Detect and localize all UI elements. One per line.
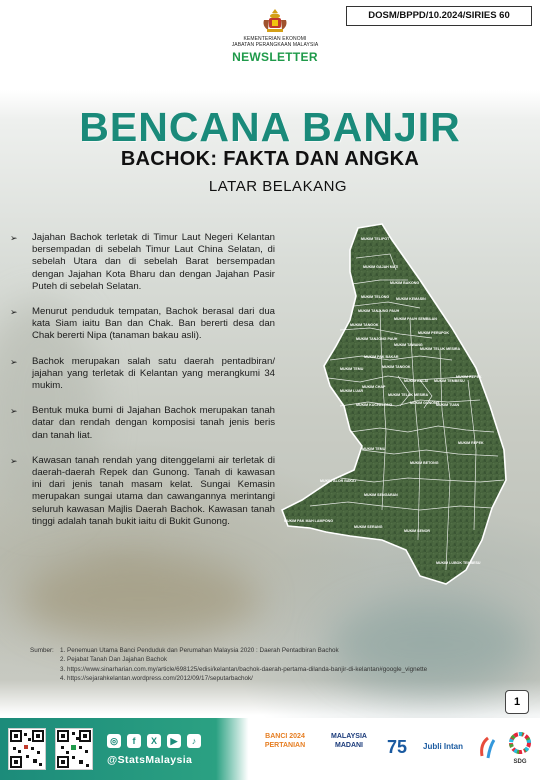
social-links: [107, 734, 201, 748]
map-label: MUKIM TUAN: [436, 403, 460, 407]
anniversary-75-logo: [382, 732, 412, 766]
reference-number: DOSM/BPPD/10.2024/SIRIES 60: [346, 6, 532, 26]
banci-pertanian-logo: [250, 732, 320, 766]
map-outline: [282, 224, 506, 584]
social-handle: @StatsMalaysia: [107, 754, 193, 766]
bachok-mukim-map: [270, 210, 535, 590]
arrow-icon: ➢: [10, 233, 18, 243]
sdg-wheel-icon: [509, 732, 531, 754]
source-row[interactable]: [30, 665, 510, 674]
map-label: MUKIM KUCHELONG: [356, 403, 393, 407]
department-name: JABATAN PERANGKAAN MALAYSIA: [231, 42, 319, 48]
map-label: MUKIM BETONG: [410, 461, 439, 465]
crest-icon: [260, 8, 290, 34]
facebook-icon[interactable]: f: [127, 734, 141, 748]
bullet-item: [10, 405, 275, 442]
map-label: MUKIM REPEK: [456, 375, 482, 379]
qr-code-icon[interactable]: [55, 728, 93, 770]
source-text: 2. Pejabat Tanah Dan Jajahan Bachok: [60, 656, 168, 664]
sources: [30, 646, 510, 684]
statistics-logo-icon: [478, 732, 498, 766]
map-label: MUKIM ALOR BAKAT: [320, 479, 357, 483]
map-label: MUKIM TANGOK: [350, 323, 379, 327]
section-title: LATAR BELAKANG: [208, 178, 348, 195]
youtube-icon[interactable]: ▶: [167, 734, 181, 748]
logo-text: SDG: [513, 759, 527, 765]
logo-text: 75: [386, 737, 408, 757]
map-svg: [270, 210, 535, 590]
map-label: MUKIM SERANG: [354, 525, 383, 529]
map-label: MUKIM TEMU: [340, 367, 364, 371]
map-label: MUKIM PAK BAKAR: [364, 355, 399, 359]
bullet-text: Jajahan Bachok terletak di Timur Laut Negeri Kelantan bersempadan di sebelah Timur Laut China Selatan, di sebelah Utara dan di sebelah Barat bersempadan dengan Jajahan Kota Bharu dan dengan Jajahan Pasir Puteh di sebelah Selatan.: [32, 232, 275, 292]
qr-code-icon[interactable]: [8, 728, 46, 770]
page-subtitle: BACHOK: FAKTA DAN ANGKA: [120, 148, 420, 170]
malaysia-madani-logo: [326, 732, 372, 766]
bullet-item: [10, 455, 275, 528]
jubli-intan-logo: [414, 732, 472, 766]
bullet-list: [10, 232, 275, 541]
logo-text: BANCI 2024 PERTANIAN: [264, 733, 306, 749]
page-title: BENCANA BANJIR: [79, 104, 461, 150]
instagram-icon[interactable]: ◎: [107, 734, 121, 748]
map-label: MUKIM SENGARAN: [364, 493, 398, 497]
map-label: MUKIM TANJUNG PAUH: [358, 309, 400, 313]
arrow-icon: ➢: [10, 406, 18, 417]
map-label: MUKIM SENOR: [404, 529, 430, 533]
source-text: 1. Penemuan Utama Banci Penduduk dan Perumahan Malaysia 2020 : Daerah Pentadbiran Bachok: [60, 647, 339, 654]
bullet-item: [10, 232, 275, 293]
bullet-text: Menurut penduduk tempatan, Bachok berasal dari dua kata Siam iaitu Ban dan Chak. Ban bererti desa dan Chak bererti Nipa (tanaman bakau asli).: [32, 306, 275, 342]
source-row: [30, 655, 510, 664]
map-label: MUKIM TANGOK: [382, 365, 411, 369]
map-label: MUKIM TELONG: [361, 295, 390, 299]
bullet-text: Bentuk muka bumi di Jajahan Bachok merupakan tanah datar dan rendah dengan komposisi tanah jenis beris dan tanah liat.: [32, 405, 275, 441]
map-label: MUKIM TELIPOT: [361, 237, 390, 241]
arrow-icon: ➢: [10, 307, 18, 318]
bullet-item: [10, 306, 275, 343]
page-number: 1: [505, 690, 529, 714]
tiktok-icon[interactable]: ♪: [187, 734, 201, 748]
source-row: [30, 646, 510, 655]
arrow-icon: ➢: [10, 455, 18, 466]
map-label: MUKIM CHAP: [362, 385, 386, 389]
source-row[interactable]: [30, 674, 510, 683]
source-link[interactable]: 3. https://www.sinarharian.com.my/article/698125/edisi/kelantan/bachok-daerah-pertama-dilanda-banjir-di-kelantan#google_vignette: [60, 665, 428, 673]
map-label: MUKIM TANJONG PAUH: [356, 337, 398, 341]
map-label: MUKIM TEMBESU: [434, 379, 465, 383]
footer: [0, 718, 540, 780]
ministry-name: KEMENTERIAN EKONOMI: [243, 36, 307, 42]
ministry-logo-block: [220, 8, 330, 64]
sources-lead: Sumber:: [30, 647, 54, 654]
map-label: MUKIM KEMASIN: [396, 297, 426, 301]
map-label: MUKIM PERUPOK: [418, 331, 449, 335]
map-label: MUKIM PAK MAH LAMPONG: [284, 519, 334, 523]
map-label: MUKIM TELUK MESIRA: [388, 393, 429, 397]
logo-text: Jubli Intan: [423, 742, 463, 751]
map-label: MUKIM BALAI: [404, 379, 429, 383]
map-label: MUKIM GAJAH MATI: [363, 265, 399, 269]
map-label: MUKIM LUBOK TEMBESU: [436, 561, 481, 565]
map-label: MUKIM REPEK: [458, 441, 484, 445]
logo-text: MALAYSIA MADANI: [331, 733, 367, 749]
map-label: MUKIM TELUK MESIRA: [420, 347, 461, 351]
map-label: MUKIM TEMU: [362, 447, 386, 451]
map-label: MUKIM GUNONG: [410, 401, 440, 405]
arrow-icon: ➢: [10, 356, 18, 367]
map-label: MUKIM TAWANG: [394, 343, 423, 347]
x-icon[interactable]: X: [147, 734, 161, 748]
map-label: MUKIM PAUH SEMBILAN: [394, 317, 437, 321]
bullet-text: Kawasan tanah rendah yang ditenggelami air terletak di daerah-daerah Repek dan Gunong. Tanah di kawasan ini dari jenis tanah masam kelat. Sungai Kemasin merupakan sungai utama dan cawangannya merintangi seluruh kawasan Majlis Daerah Bachok. Kawasan tanah tinggi adalah tanah bukit iaitu di Bukit Gunong.: [32, 454, 275, 527]
background-blur: [20, 560, 260, 640]
bullet-text: Bachok merupakan salah satu daerah pentadbiran/ jajahan yang terletak di Kelantan yang merangkumi 34 mukim.: [32, 355, 275, 392]
sdg-logo: [506, 732, 534, 766]
map-label: MUKIM BAKONG: [390, 281, 420, 285]
bullet-item: [10, 356, 275, 393]
newsletter-label: NEWSLETTER: [232, 50, 318, 64]
source-link[interactable]: 4. https://sejarahkelantan.wordpress.com/2012/09/17/seputarbachok/: [60, 675, 253, 683]
map-label: MUKIM LUAR: [340, 389, 364, 393]
